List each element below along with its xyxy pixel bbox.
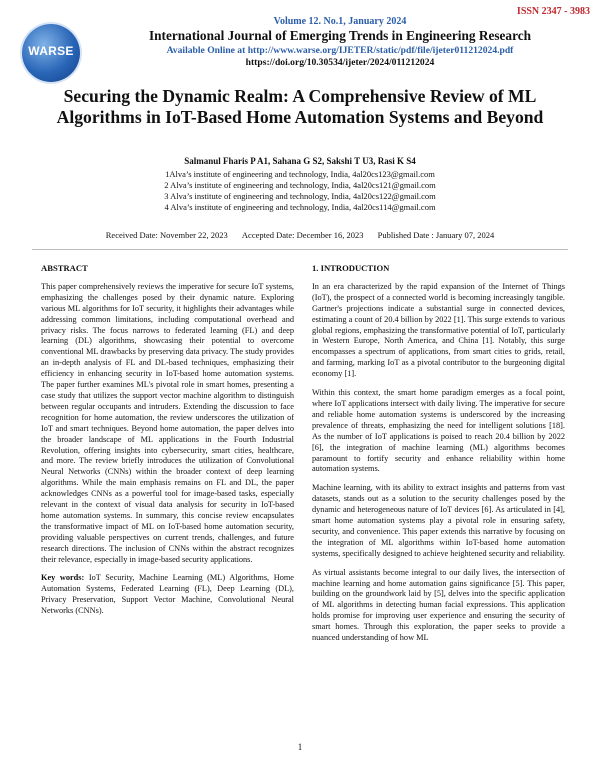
affiliation-4: 4 Alva’s institute of engineering and technology, India, 4al20cs114@gmail.com <box>164 202 436 212</box>
publication-dates <box>0 230 600 240</box>
journal-header <box>90 16 590 68</box>
journal-name: International Journal of Emerging Trends in Engineering Research <box>148 28 532 43</box>
header-divider <box>32 249 568 250</box>
intro-paragraph-1: In an era characterized by the rapid expansion of the Internet of Things (IoT), the prospect of a connected world is becoming increasingly tangible. Gartner's projections indicate a substantial surge in connected devices, estimating a count of 20.4 billion by 2022 [1]. This surge extends to various global regions, emphasizing the transformative potential of IoT, particularly in Western Europe, North America, and China [1]. Notably, this surge encompasses a spectrum of applications, from smart cities to grids, retail, and farming, marking IoT as a pivotal contributor to the burgeoning digital economy [1]. <box>312 281 565 379</box>
warse-logo-text: WARSE <box>28 44 74 58</box>
keywords-label: Key words: <box>41 573 85 583</box>
affiliation-2: 2 Alva’s institute of engineering and technology, India, 4al20cs121@gmail.com <box>164 180 436 190</box>
intro-paragraph-3: Machine learning, with its ability to extract insights and patterns from vast datasets, stands out as a solution to the security challenges posed by the dynamic and heterogeneous nature of IoT devices [6]. As articulated in [4], smart home automation systems play a pivotal role in ensuring safety, security, and convenience. This paper extends this narrative by focusing on the integration of ML algorithms within IoT-based home automation systems, specifically designed to achieve heightened security and reliability. <box>312 483 565 558</box>
journal-volume: Volume 12. No.1, January 2024 <box>273 16 407 27</box>
affiliation-list <box>0 169 600 213</box>
intro-paragraph-4: As virtual assistants become integral to our daily lives, the intersection of machine learning and home automation gains significance [5]. This paper, building on the groundwork laid by [5], delves into the specific application of ML algorithms in detecting human facial expressions. This application holds promise for improving user experience and ensuring the security of smart homes. Through this exploration, the paper seeks to provide a nuanced understanding of how ML <box>312 567 565 643</box>
affiliation-3: 3 Alva’s institute of engineering and technology, India, 4al20cs122@gmail.com <box>164 191 436 201</box>
intro-paragraph-2: Within this context, the smart home paradigm emerges as a focal point, where IoT applications intersect with daily living. The imperative for secure and reliable home automation systems is underscored by the increasing prevalence of threats, emphasizing the need for intelligent solutions [18]. As the number of IoT applications is poised to reach 20.4 billion by 2022 [6], the integration of machine learning (ML) algorithms becomes paramount to fortify security and enhance reliability within home automation systems. <box>312 388 565 474</box>
abstract-heading: ABSTRACT <box>41 263 88 273</box>
right-column <box>312 263 565 652</box>
paper-title: Securing the Dynamic Realm: A Comprehensive Review of ML Algorithms in IoT-Based Home Automation Systems and Beyond <box>56 86 544 127</box>
issn-label: ISSN 2347 - 3983 <box>516 6 590 17</box>
published-date: Published Date : January 07, 2024 <box>377 230 495 240</box>
left-column <box>41 263 294 625</box>
affiliation-1: 1Alva’s institute of engineering and technology, India, 4al20cs123@gmail.com <box>165 169 435 179</box>
journal-doi-link[interactable]: https://doi.org/10.30534/ijeter/2024/011212024 <box>245 57 435 68</box>
received-date: Received Date: November 22, 2023 <box>105 230 228 240</box>
abstract-text: This paper comprehensively reviews the imperative for secure IoT systems, emphasizing the challenges posed by their dynamic nature. Exploring various ML algorithms for IoT security, it highlights their advantages while addressing common limitations, including computational overhead and privacy risks. The focus narrows to federated learning (FL) and deep learning (DL) algorithms, showcasing their potential to overcome conventional ML drawbacks by preserving data privacy. The study provides an in-depth analysis of FL and DL-based techniques, emphasizing their efficiency in enhancing security in IoT-based home automation systems. The paper further examines ML's pivotal role in smart homes, presenting a case study that utilizes the support vector machine algorithm to distinguish between regular occupants and intruders. Extending the discussion to face recognition for home automation, the review underscores the utilization of IoT and smart techniques. Beyond home automation, the paper delves into the broader landscape of ML applications in the Fourth Industrial Revolution, offering insights into cybersecurity, smart cities, healthcare, and more. The review briefly introduces the utilization of Convolutional Neural Networks (CNNs) within the broader context of deep learning algorithms. While the main emphasis remains on FL and DL, the paper acknowledges CNNs as a powerful tool for image-based tasks, especially relevant in the context of visual data analysis for security in IoT-based home automation systems. In summary, this concise review encapsulates the transformative impact of ML on IoT-based home automation security, providing valuable perspectives on current trends, challenges, and future research directions. The inclusion of CNNs within the abstract recognizes their relevance, especially in image-based security applications. <box>41 281 294 564</box>
accepted-date: Accepted Date: December 16, 2023 <box>241 230 364 240</box>
author-list: Salmanul Fharis P A1, Sahana G S2, Sakshi T U3, Rasi K S4 <box>184 156 416 166</box>
page-number: 1 <box>297 742 303 752</box>
introduction-heading: 1. INTRODUCTION <box>312 263 390 273</box>
journal-available-online-link[interactable]: Available Online at http://www.warse.org/IJETER/static/pdf/file/ijeter011212024.pdf <box>166 45 514 56</box>
keywords <box>41 573 294 617</box>
keywords-text: IoT Security, Machine Learning (ML) Algorithms, Home Automation Systems, Federated Learning (FL), Deep Learning (DL), Privacy Preservation, Support Vector Machine, Convolutional Neural Networks (CNNs). <box>41 573 294 616</box>
